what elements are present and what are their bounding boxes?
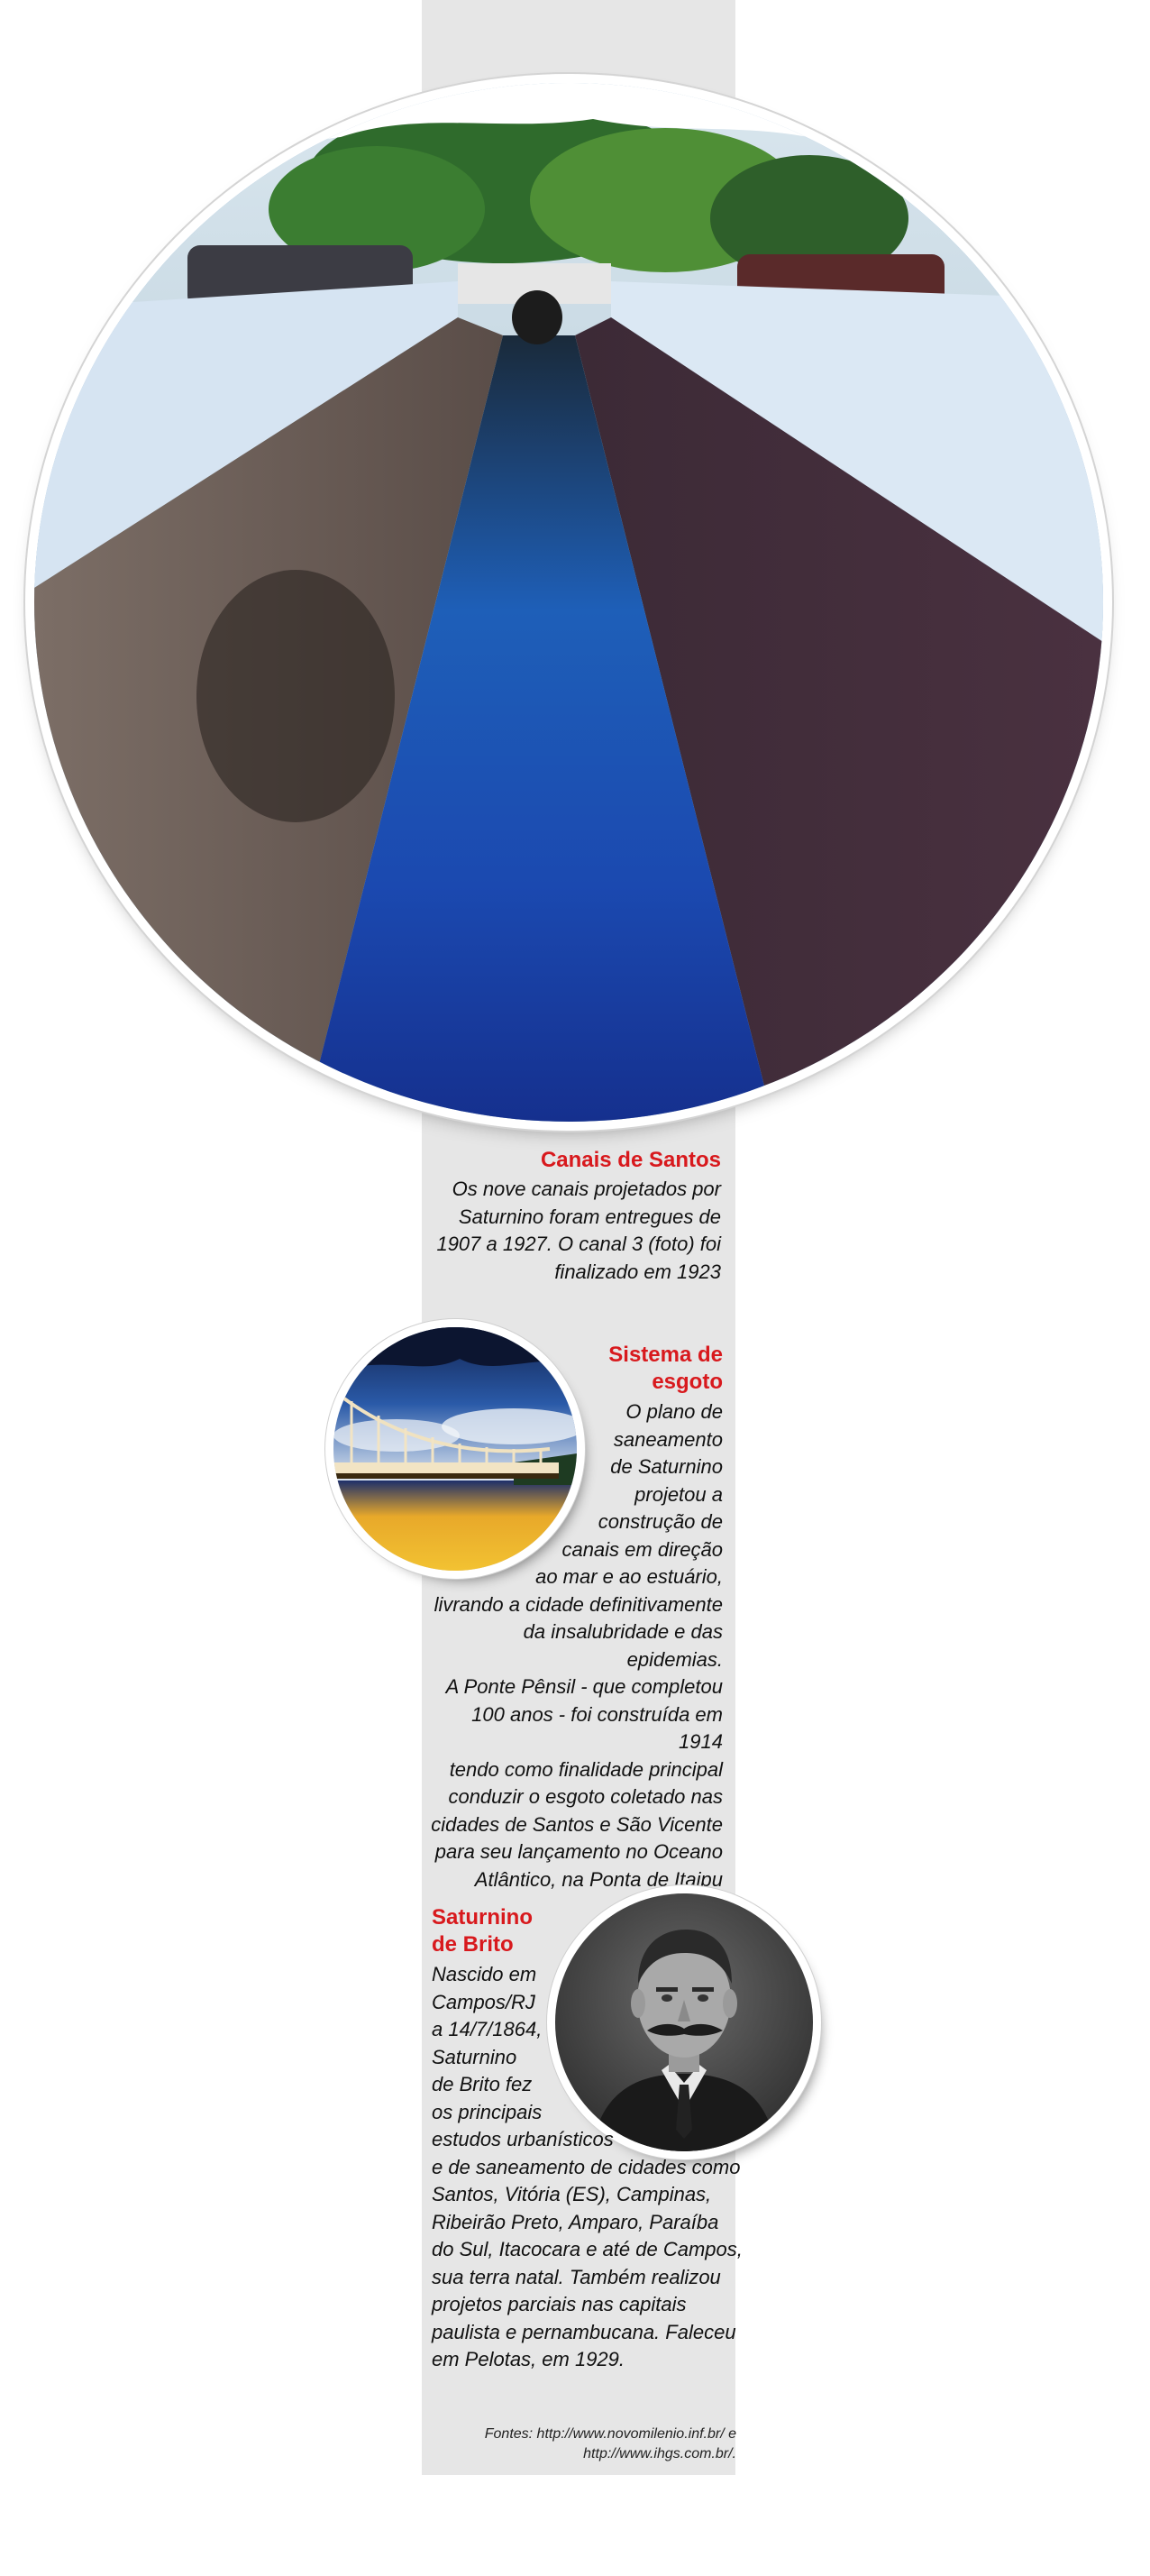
saturnino-title (432, 1904, 558, 1958)
esgoto-line: livrando a cidade definitivamente (434, 1592, 723, 1616)
esgoto-title (577, 1342, 723, 1396)
saturnino-line: do Sul, Itacocara e até de Campos, (432, 2238, 743, 2260)
esgoto-line: canais em direção (561, 1537, 723, 1561)
saturnino-line: Santos, Vitória (ES), Campinas, (432, 2183, 712, 2205)
saturnino-text (432, 1961, 743, 2374)
saturnino-line: projetos parciais nas capitais (432, 2293, 687, 2315)
esgoto-text (424, 1398, 723, 1893)
esgoto-line: Atlântico, na Ponta de Itaipu (474, 1867, 723, 1891)
esgoto-line: tendo como finalidade principal (449, 1757, 723, 1781)
esgoto-title-line: Sistema de (608, 1343, 723, 1367)
esgoto-line: projetou a (634, 1482, 723, 1506)
esgoto-line: da insalubridade e das epidemias. (523, 1620, 723, 1671)
esgoto-line: A Ponte Pênsil - que completou (445, 1675, 723, 1698)
esgoto-line: saneamento (613, 1427, 723, 1451)
canal-photo-illustration (34, 83, 1103, 1122)
canais-caption (424, 1176, 721, 1286)
esgoto-line: conduzir o esgoto coletado nas (448, 1785, 723, 1808)
saturnino-line: e de saneamento de cidades como (432, 2155, 741, 2178)
saturnino-line: Campos/RJ (432, 1990, 535, 2013)
saturnino-line: Nascido em (432, 1963, 537, 1985)
esgoto-line: ao mar e ao estuário, (535, 1565, 723, 1588)
canais-line: finalizado em 1923 (554, 1260, 721, 1283)
canais-line: 1907 a 1927. O canal 3 (foto) foi (436, 1233, 721, 1255)
canais-line: Saturnino foram entregues de (458, 1205, 721, 1228)
saturnino-title-line: Saturnino (432, 1905, 533, 1930)
saturnino-title-line: de Brito (432, 1932, 514, 1957)
esgoto-line: cidades de Santos e São Vicente (431, 1812, 723, 1836)
saturnino-line: estudos urbanísticos (432, 2128, 614, 2150)
esgoto-title-line: esgoto (652, 1370, 723, 1394)
esgoto-line: O plano de (625, 1400, 723, 1423)
esgoto-line: para seu lançamento no Oceano (434, 1840, 723, 1863)
canais-line: Os nove canais projetados por (452, 1178, 721, 1200)
esgoto-line: construção de (598, 1510, 723, 1533)
esgoto-line: de Saturnino (610, 1455, 723, 1478)
canais-title: Canais de Santos (540, 1148, 721, 1172)
esgoto-line: 100 anos - foi construída em 1914 (471, 1702, 723, 1753)
saturnino-line: sua terra natal. Também realizou (432, 2265, 721, 2288)
saturnino-line: em Pelotas, em 1929. (432, 2348, 625, 2370)
saturnino-line: de Brito fez (432, 2073, 533, 2095)
saturnino-line: Ribeirão Preto, Amparo, Paraíba (432, 2210, 719, 2233)
sources-line: http://www.ihgs.com.br/. (583, 2446, 736, 2461)
canal-photo (34, 83, 1103, 1122)
saturnino-line: os principais (432, 2100, 543, 2123)
saturnino-line: paulista e pernambucana. Faleceu (432, 2320, 736, 2343)
saturnino-line: a 14/7/1864, (432, 2018, 543, 2040)
sources-line: Fontes: http://www.novomilenio.inf.br/ e (484, 2426, 736, 2442)
saturnino-line: Saturnino (432, 2045, 517, 2068)
sources-note (424, 2425, 736, 2464)
